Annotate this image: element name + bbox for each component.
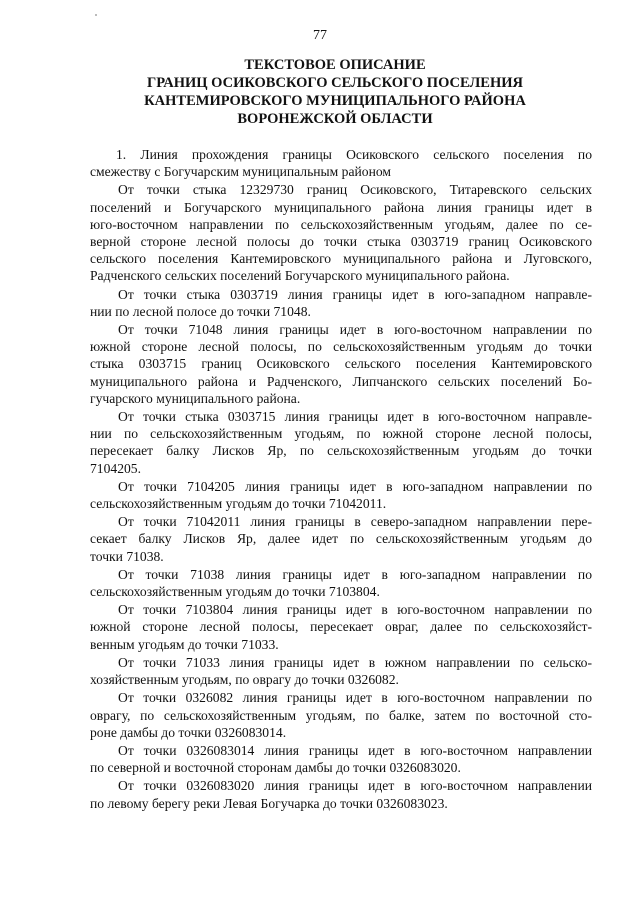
paragraph [90,321,592,407]
paragraph-line: нии по сельскохозяйственным угодьям, по южной стороне лесной полосы, [90,426,592,442]
title-line: ВОРОНЕЖСКОЙ ОБЛАСТИ [237,111,433,127]
paragraph [90,146,592,180]
paragraph-line: сельскохозяйственным угодьям до точки 71042011. [90,496,387,512]
paragraph-line: 7104205. [90,460,141,476]
paragraph-line: секает балку Лисков Яр, далее идет по сельскохозяйственным угодьям до [90,531,592,547]
document-body [90,146,592,813]
title-line: ГРАНИЦ ОСИКОВСКОГО СЕЛЬСКОГО ПОСЕЛЕНИЯ [147,75,523,91]
paragraph-line: От точки 71033 линия границы идет в южном направлении по сельско- [118,654,592,670]
paragraph [90,689,592,741]
paragraph [90,513,592,565]
paragraph-line: сельскохозяйственным угодьям до точки 7103804. [90,584,380,600]
paragraph-line: южной стороне лесной полосы, по сельскохозяйственным угодьям до точки [90,339,592,355]
scan-speck [95,14,97,16]
paragraph [90,478,592,512]
paragraph-line: смежеству с Богучарским муниципальным районом [90,164,392,180]
title-line: ТЕКСТОВОЕ ОПИСАНИЕ [244,57,426,73]
paragraph-line: От точки стыка 12329730 границ Осиковского, Титаревского сельских [118,182,592,198]
page-number: 77 [313,28,327,43]
paragraph-line: стыка 0303715 границ Осиковского сельского поселения Кантемировского [90,356,592,372]
paragraph [90,777,592,811]
paragraph [90,654,592,688]
paragraph [90,742,592,776]
paragraph-line: хозяйственным угодьям, по оврагу до точки 0326082. [90,672,399,688]
paragraph-line: От точки 71042011 линия границы в северо-западном направлении пере- [118,514,592,530]
paragraph-line: От точки 0326082 линия границы идет в юго-восточном направлении по [118,690,592,706]
paragraph-line: От точки 71038 линия границы идет в юго-западном направлении по [118,566,592,582]
paragraph-line: От точки 0326083020 линия границы идет в юго-восточном направлении [118,778,592,794]
paragraph-line: гучарского муниципального района. [90,390,301,406]
paragraph [90,286,592,320]
paragraph-line: точки 71038. [90,548,164,564]
paragraph-line: От точки стыка 0303715 линия границы идет в юго-восточном направле- [118,409,592,425]
paragraph-line: поселений и Богучарского муниципального района линия границы идет в [90,199,592,215]
paragraph [90,408,592,477]
paragraph-line: роне дамбы до точки 0326083014. [90,724,287,740]
paragraph-line: От точки 7104205 линия границы идет в юго-западном направлении по [118,478,592,494]
paragraph-line: муниципального района и Радченского, Липчанского сельских поселений Бо- [90,373,592,389]
paragraph-line: Радченского сельских поселений Богучарского муниципального района. [90,268,510,284]
title-line: КАНТЕМИРОВСКОГО МУНИЦИПАЛЬНОГО РАЙОНА [144,93,526,109]
paragraph-line: От точки 7103804 линия границы идет в юго-восточном направлении по [118,602,592,618]
paragraph-line: пересекает балку Лисков Яр, по сельскохозяйственным угодьям до точки [90,443,592,459]
paragraph-line: 1. Линия прохождения границы Осиковского сельского поселения по [116,147,592,162]
paragraph-line: верной стороне лесной полосы до точки стыка 0303719 границ Осиковского [90,234,592,250]
paragraph-line: по левому берегу реки Левая Богучарка до точки 0326083023. [90,795,448,811]
paragraph-line: южной стороне лесной полосы, пересекает овраг, далее по сельскохозяйст- [90,619,592,635]
paragraph-line: юго-восточном направлении по сельскохозяйственным угодьям, далее по се- [90,216,592,232]
paragraph [90,181,592,284]
paragraph [90,601,592,653]
paragraph-line: по северной и восточной сторонам дамбы до точки 0326083020. [90,760,461,776]
paragraph-line: От точки стыка 0303719 линия границы идет в юго-западном направле- [118,286,592,302]
paragraph-line: От точки 71048 линия границы идет в юго-восточном направлении по [118,322,592,338]
paragraph-line: От точки 0326083014 линия границы идет в юго-восточном направлении [118,742,592,758]
paragraph-line: оврагу, по сельскохозяйственным угодьям, по балке, затем по восточной сто- [90,707,592,723]
paragraph-line: сельского поселения Кантемировского муниципального района и Луговского, [90,251,592,267]
paragraph [90,566,592,600]
paragraph-line: венным угодьям до точки 71033. [90,636,279,652]
document-title [80,56,590,128]
paragraph-line: нии по лесной полосе до точки 71048. [90,303,311,319]
